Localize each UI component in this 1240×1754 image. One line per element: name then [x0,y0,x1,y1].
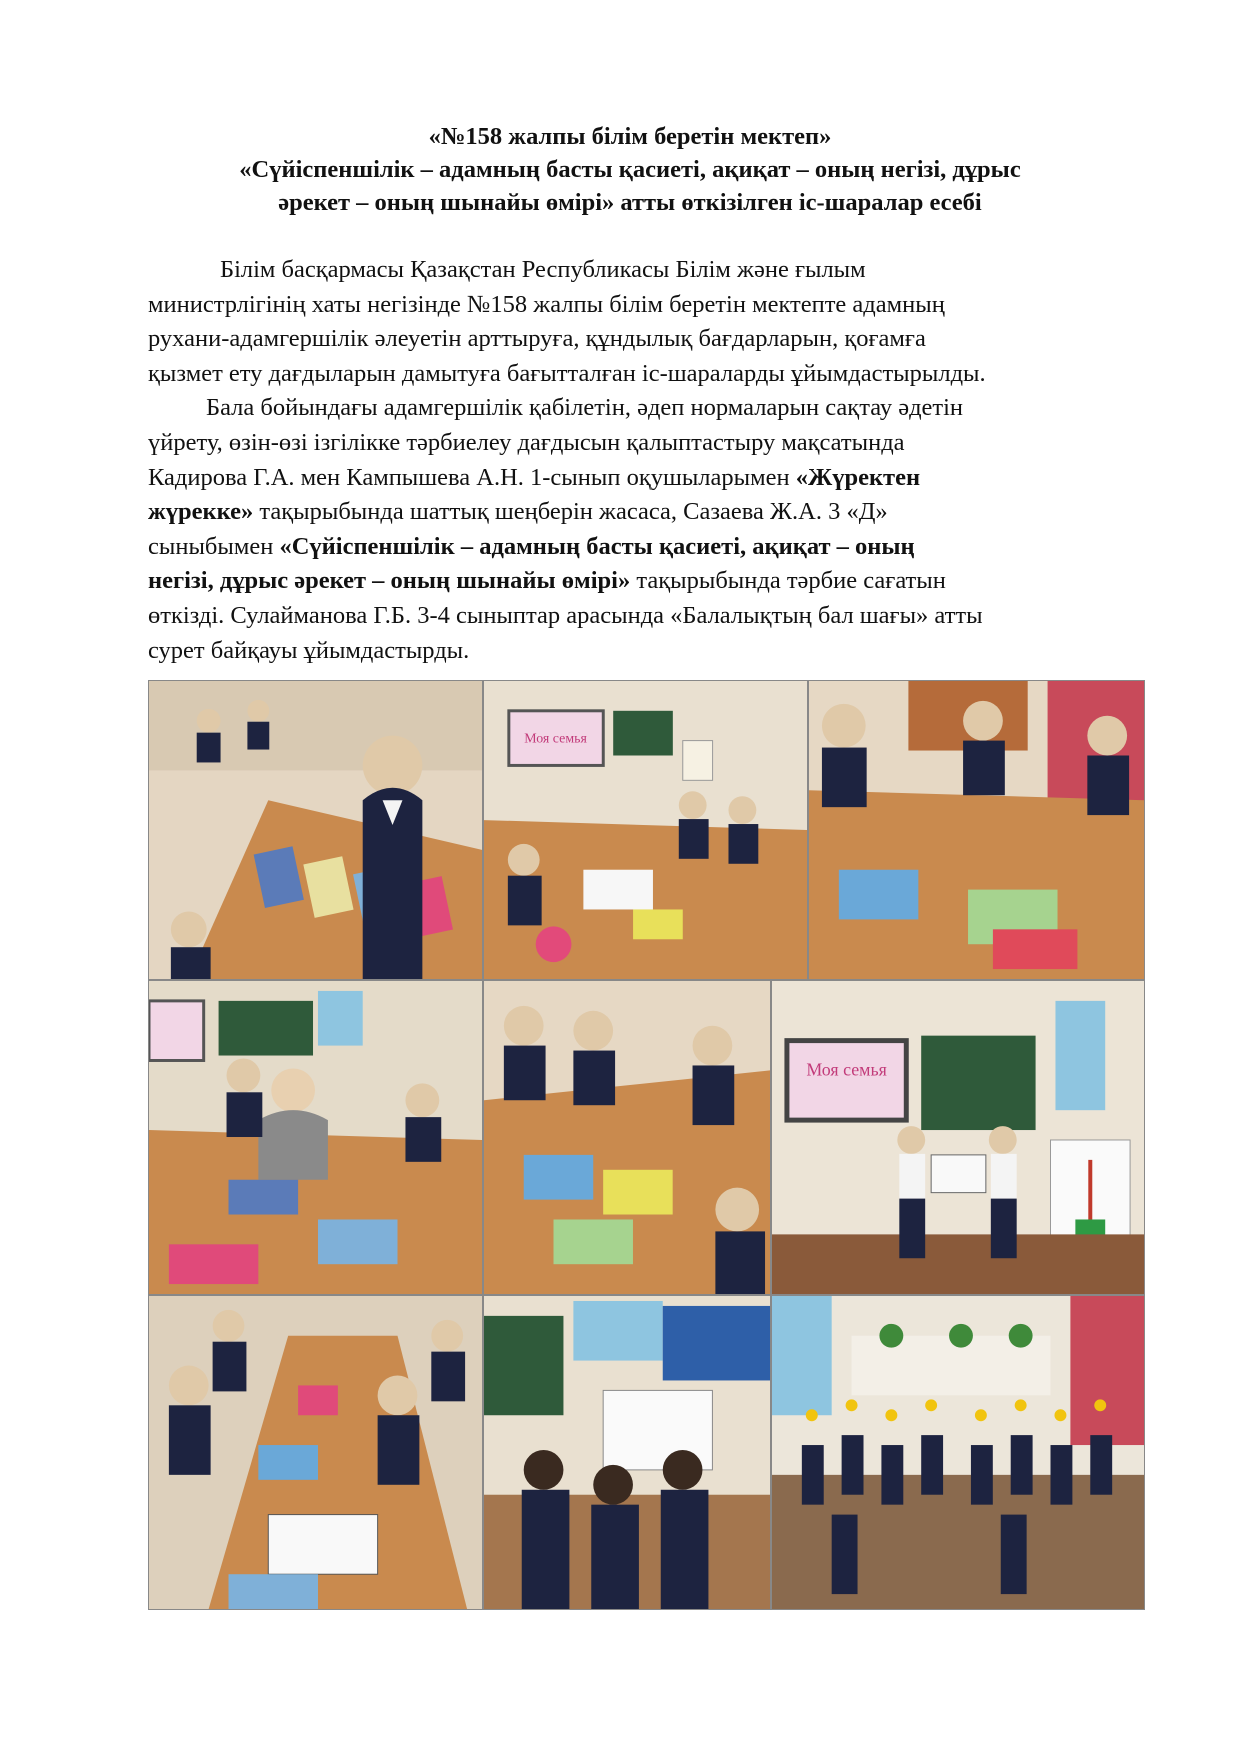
slide-caption-text: Моя семья [806,1059,887,1080]
paragraph-2-line-7: өткізді. Сулайманова Г.Б. 3-4 сыныптар арасында «Балалықтың бал шағы» атты [148,601,983,629]
event-title-bold: жүрекке» [148,498,254,526]
paragraph-2-text: Кадирова Г.А. мен Кампышева А.Н. 1-сынып оқушыларымен [148,463,796,491]
document-header [150,120,1110,219]
photo-students-raising-hands [771,1295,1145,1610]
event-title-bold: «Жүректен [795,463,921,491]
photo-classroom-tables-2 [148,1295,483,1610]
paragraph-1-line-1: Білім басқармасы Қазақстан Республикасы Білім және ғылым [220,256,866,283]
paragraph-2-line-5 [148,530,1148,565]
photo-classroom-slide-1 [483,680,808,980]
report-title-line-1: «Сүйіспеншілік – адамның басты қасиеті, ақиқат – оның негізі, дұрыс [239,156,1021,183]
photo-teacher-with-students [148,980,483,1295]
paragraph-1-line-2: министрлігінің хаты негізінде №158 жалпы білім беретін мектепте адамның [148,290,945,318]
class-hour-title-bold: негізі, дұрыс әрекет – оның шынайы өмірі» [148,567,631,595]
class-hour-title-bold: «Сүйіспеншілік – адамның басты қасиеті, ақиқат – оның [279,532,915,560]
paragraph-2-line-8: сурет байқауы ұйымдастырды. [148,636,470,664]
paragraph-2-text: сыныбымен [148,532,280,560]
paragraph-1-line-4: қызмет ету дағдыларын дамытуға бағытталған іс-шараларды ұйымдастырылды. [148,359,986,387]
report-title-line-2: әрекет – оның шынайы өмірі» атты өткізілген іс-шаралар есебі [278,189,982,216]
photo-students-presentation [771,980,1145,1295]
photo-students-drawing [483,980,771,1295]
photo-classroom-tables-1 [148,680,483,980]
paragraph-2-line-4 [148,495,1148,530]
photo-collage [148,680,1145,1610]
school-name: «№158 жалпы білім беретін мектеп» [428,123,832,150]
report-body [148,253,1148,668]
paragraph-2-text: тақырыбында тәрбие сағатын [630,567,946,595]
photo-classroom-students-1 [808,680,1145,980]
paragraph-2-text: тақырыбында шаттық шеңберін жасаса, Сазаева Ж.А. 3 «Д» [253,498,888,526]
paragraph-2-line-6 [148,564,1148,599]
paragraph-2-line-2: үйрету, өзін-өзі ізгілікке тәрбиелеу дағдысын қалыптастыру мақсатында [148,428,905,456]
paragraph-2-line-3 [148,461,1148,496]
photo-students-at-board [483,1295,771,1610]
paragraph-1-line-3: рухани-адамгершілік әлеуетін арттыруға, құндылық бағдарларын, қоғамға [148,325,926,353]
paragraph-2-line-1: Бала бойындағы адамгершілік қабілетін, әдеп нормаларын сақтау әдетін [206,394,964,422]
slide-caption-text: Моя семья [524,731,587,747]
